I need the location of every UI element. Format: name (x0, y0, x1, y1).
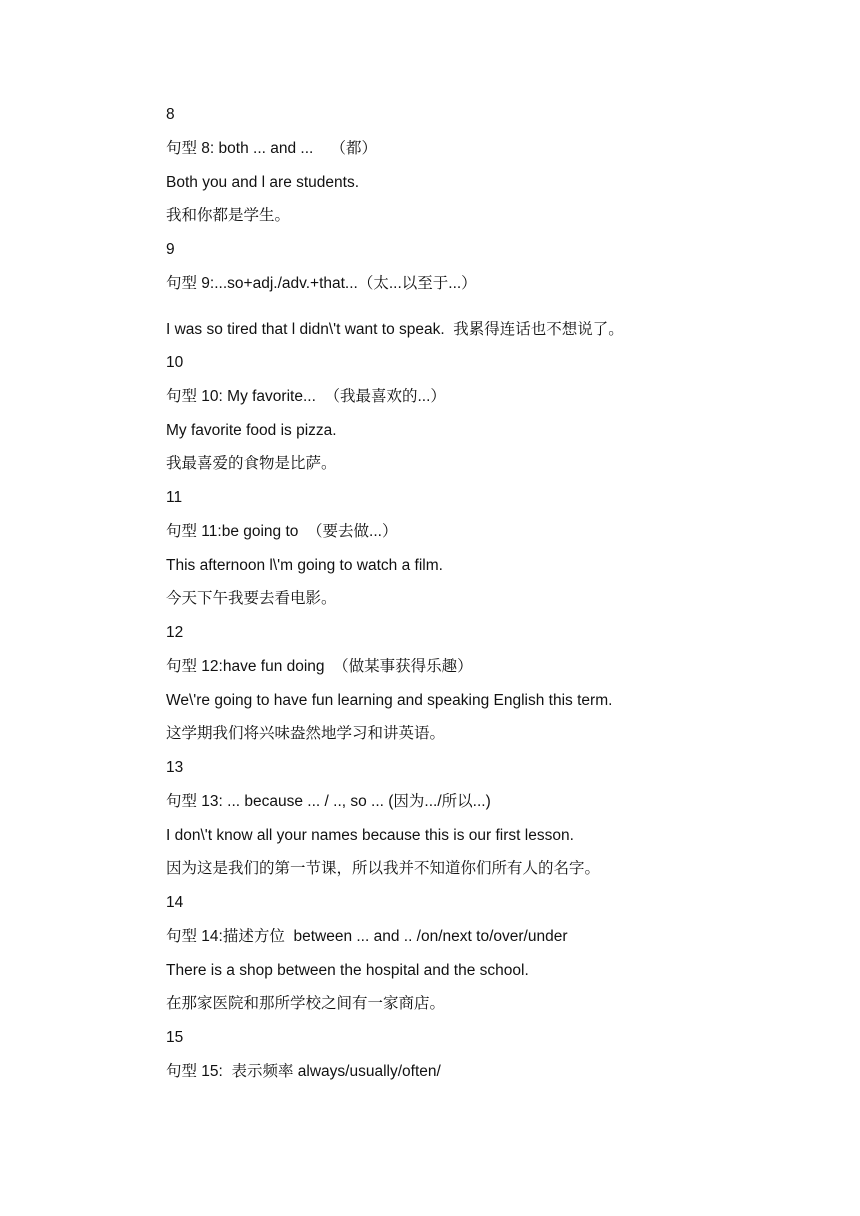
example-sentence-bilingual: I was so tired that l didn\'t want to speak. 我累得连话也不想说了。 (166, 321, 624, 338)
pattern-number: 9 (166, 241, 175, 258)
pattern-number: 13 (166, 759, 184, 776)
example-sentence-zh: 我和你都是学生。 (166, 207, 291, 224)
pattern-heading: 句型 15: 表示频率 always/usually/often/ (166, 1063, 441, 1080)
example-sentence-en: Both you and l are students. (166, 174, 360, 191)
pattern-number: 10 (166, 354, 184, 371)
example-sentence-zh: 因为这是我们的第一节课，所以我并不知道你们所有人的名字。 (166, 860, 601, 877)
example-sentence-zh: 在那家医院和那所学校之间有一家商店。 (166, 995, 446, 1012)
pattern-heading: 句型 14:描述方位 between ... and .. /on/next to/over/under (166, 928, 568, 945)
pattern-heading: 句型 10: My favorite... （我最喜欢的...） (166, 388, 446, 405)
pattern-heading: 句型 12:have fun doing （做某事获得乐趣） (166, 658, 473, 675)
example-sentence-en: This afternoon l\'m going to watch a film. (166, 557, 443, 574)
example-sentence-zh: 今天下午我要去看电影。 (166, 590, 337, 607)
pattern-number: 14 (166, 894, 184, 911)
pattern-heading: 句型 8: both ... and ... （都） (166, 140, 378, 157)
pattern-number: 12 (166, 624, 184, 641)
pattern-heading: 句型 9:...so+adj./adv.+that...（太...以至于...） (166, 275, 477, 292)
example-sentence-zh: 这学期我们将兴味盎然地学习和讲英语。 (166, 725, 446, 742)
example-sentence-en: We\'re going to have fun learning and speaking English this term. (166, 692, 613, 709)
example-sentence-en: My favorite food is pizza. (166, 422, 337, 439)
pattern-heading: 句型 13: ... because ... / .., so ... (因为.../所以...) (166, 793, 491, 810)
example-sentence-en: There is a shop between the hospital and the school. (166, 962, 529, 979)
example-sentence-zh: 我最喜爱的食物是比萨。 (166, 455, 337, 472)
example-sentence-en: I don\'t know all your names because this is our first lesson. (166, 827, 574, 844)
pattern-number: 15 (166, 1029, 184, 1046)
pattern-number: 11 (166, 489, 183, 506)
pattern-heading: 句型 11:be going to （要去做...） (166, 523, 398, 540)
pattern-number: 8 (166, 106, 175, 123)
